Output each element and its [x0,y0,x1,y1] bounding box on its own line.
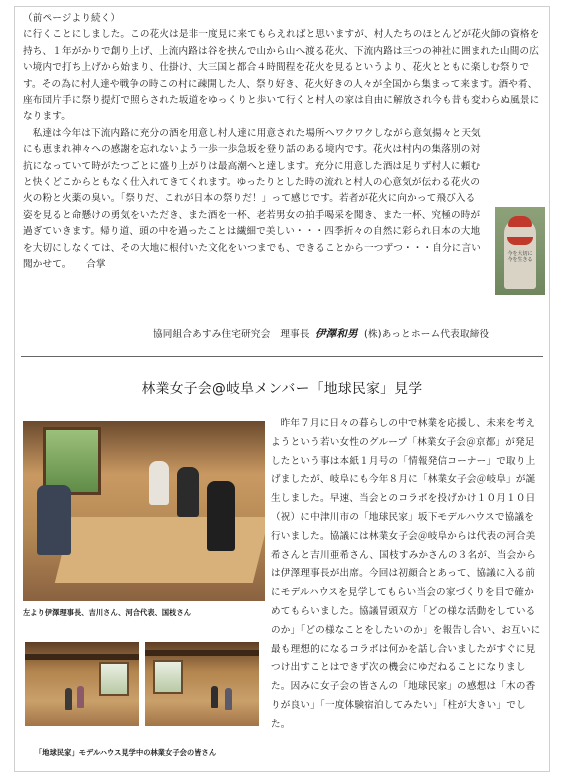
jizo-statue-photo [495,207,545,295]
article-title: 林業女子会@岐阜メンバー「地球民家」見学 [141,381,423,397]
signature-role: (株)あっとホーム代表取締役 [364,329,490,340]
section-divider [21,356,543,357]
continued-note: （前ページより続く） [23,13,121,24]
model-house-photo-2 [145,642,259,726]
previous-article [23,11,541,274]
meeting-photo [23,421,265,601]
article-body: 昨年７月に日々の暮らしの中で林業を応援し、未来を考えようという若い女性のグループ「林業女子会＠京都」が発足したという事は本紙１月号の「情報発信コーナー」で取り上げましたが、岐阜にも今年８月に「林業女子会＠岐阜」が誕生しました。早速、当会とのコラボを投げかけ１０月１０日（祝）に中津川市の「地球民家」坂下モデルハウスで協議を行いました。協議には林業女子会＠岐阜からは代表の河合美希さんと吉川亜希さん、国枝すみかさんの３名が、当会からは伊澤理事長が出席。今回は初顔合とあって、協議に入る前にモデルハウスを見学してもらい当会の家づくりを目で確かめてもらいました。協議冒頭双方「どの様な活動をしているのか」「どの様なことをしたいのか」を報告し合い、お互いに最も理想的になるコラボは何かを話し合いましたがすぐに見つけ出すことはできず次の機会にゆだねることになりました。因みに女子会の皆さんの「地球民家」の感想は「木の香りが良い」「一度体験宿泊してみたい」「柱が大きい」でした。 [271,418,541,730]
previous-paragraph-2: 私達は今年は下流内路に充分の酒を用意し村人達に用意された場所へワクワクしながら意気揚々と天気にも恵まれ神々への感謝を忘れないよう一歩一歩急坂を登り話のある境内です。花火は村内の集落別の対抗になっていて時がたつごとに盛り上がりは最高潮へと達します。充分に用意した酒は足りず村人に頼むと快くどこからともなく仕入れてきてくれます。ゆったりとした時の流れと村人の心意気が伝わる花火の火の粉と火薬の臭い。「祭りだ、これが日本の祭りだ！」って感じです。若者が花火に向かって飛び入る姿を見ると命懸けの勇気をいただき、また酒を一杯、老若男女の拍手喝采を聞き、また一杯、究極の時が過ぎていきます。帰り道、頭の中を過ったことは繊細で美しい・・・四季折々の自然に彩られ日本の大地を大切にしなくては、その大地に根付いた文化をいつまでも、できることから一つずつ・・・自分に言い聞かせて。 合掌 [23,127,481,271]
previous-paragraph-1: に行くことにしました。この花火は是非一度見に来てもらえればと思いますが、村人たちのほとんどが花火師の資格を持ち、１年がかりで創り上げ、上流内路は谷を挟んで山から山へ渡る花火、下流内路は三つの神社に囲まれた山間の広い境内で打ち上げから始まり、仕掛け、大三国と都合４時間程を花火を見るというより、花火とともに楽しむ祭りです。その為に村人達や戦争の時この村に疎開した人、祭り好き、花火好きの人々が全国から集まって来ます。酒や肴、座布団片手に祭り提灯で照らされた坂道をゆっくりと歩いて行くと村人の家は自由に解放され今も昔も変わらぬ風景になります。 [23,29,540,123]
signature-org: 協同組合あすみ住宅研究会 理事長 [153,329,310,340]
signature-name: 伊澤和男 [314,328,358,340]
newsletter-page [14,6,550,772]
signature [153,326,489,341]
jizo-inscription: 今を大切に今を生きる [507,251,533,263]
model-house-photo-1 [25,642,139,726]
photo-caption-2: 「地球民家」モデルハウス見学中の林業女子会の皆さん [35,748,217,757]
photo-caption-1: 左より伊澤理事長、吉川さん、河合代表、国枝さん [23,608,192,617]
